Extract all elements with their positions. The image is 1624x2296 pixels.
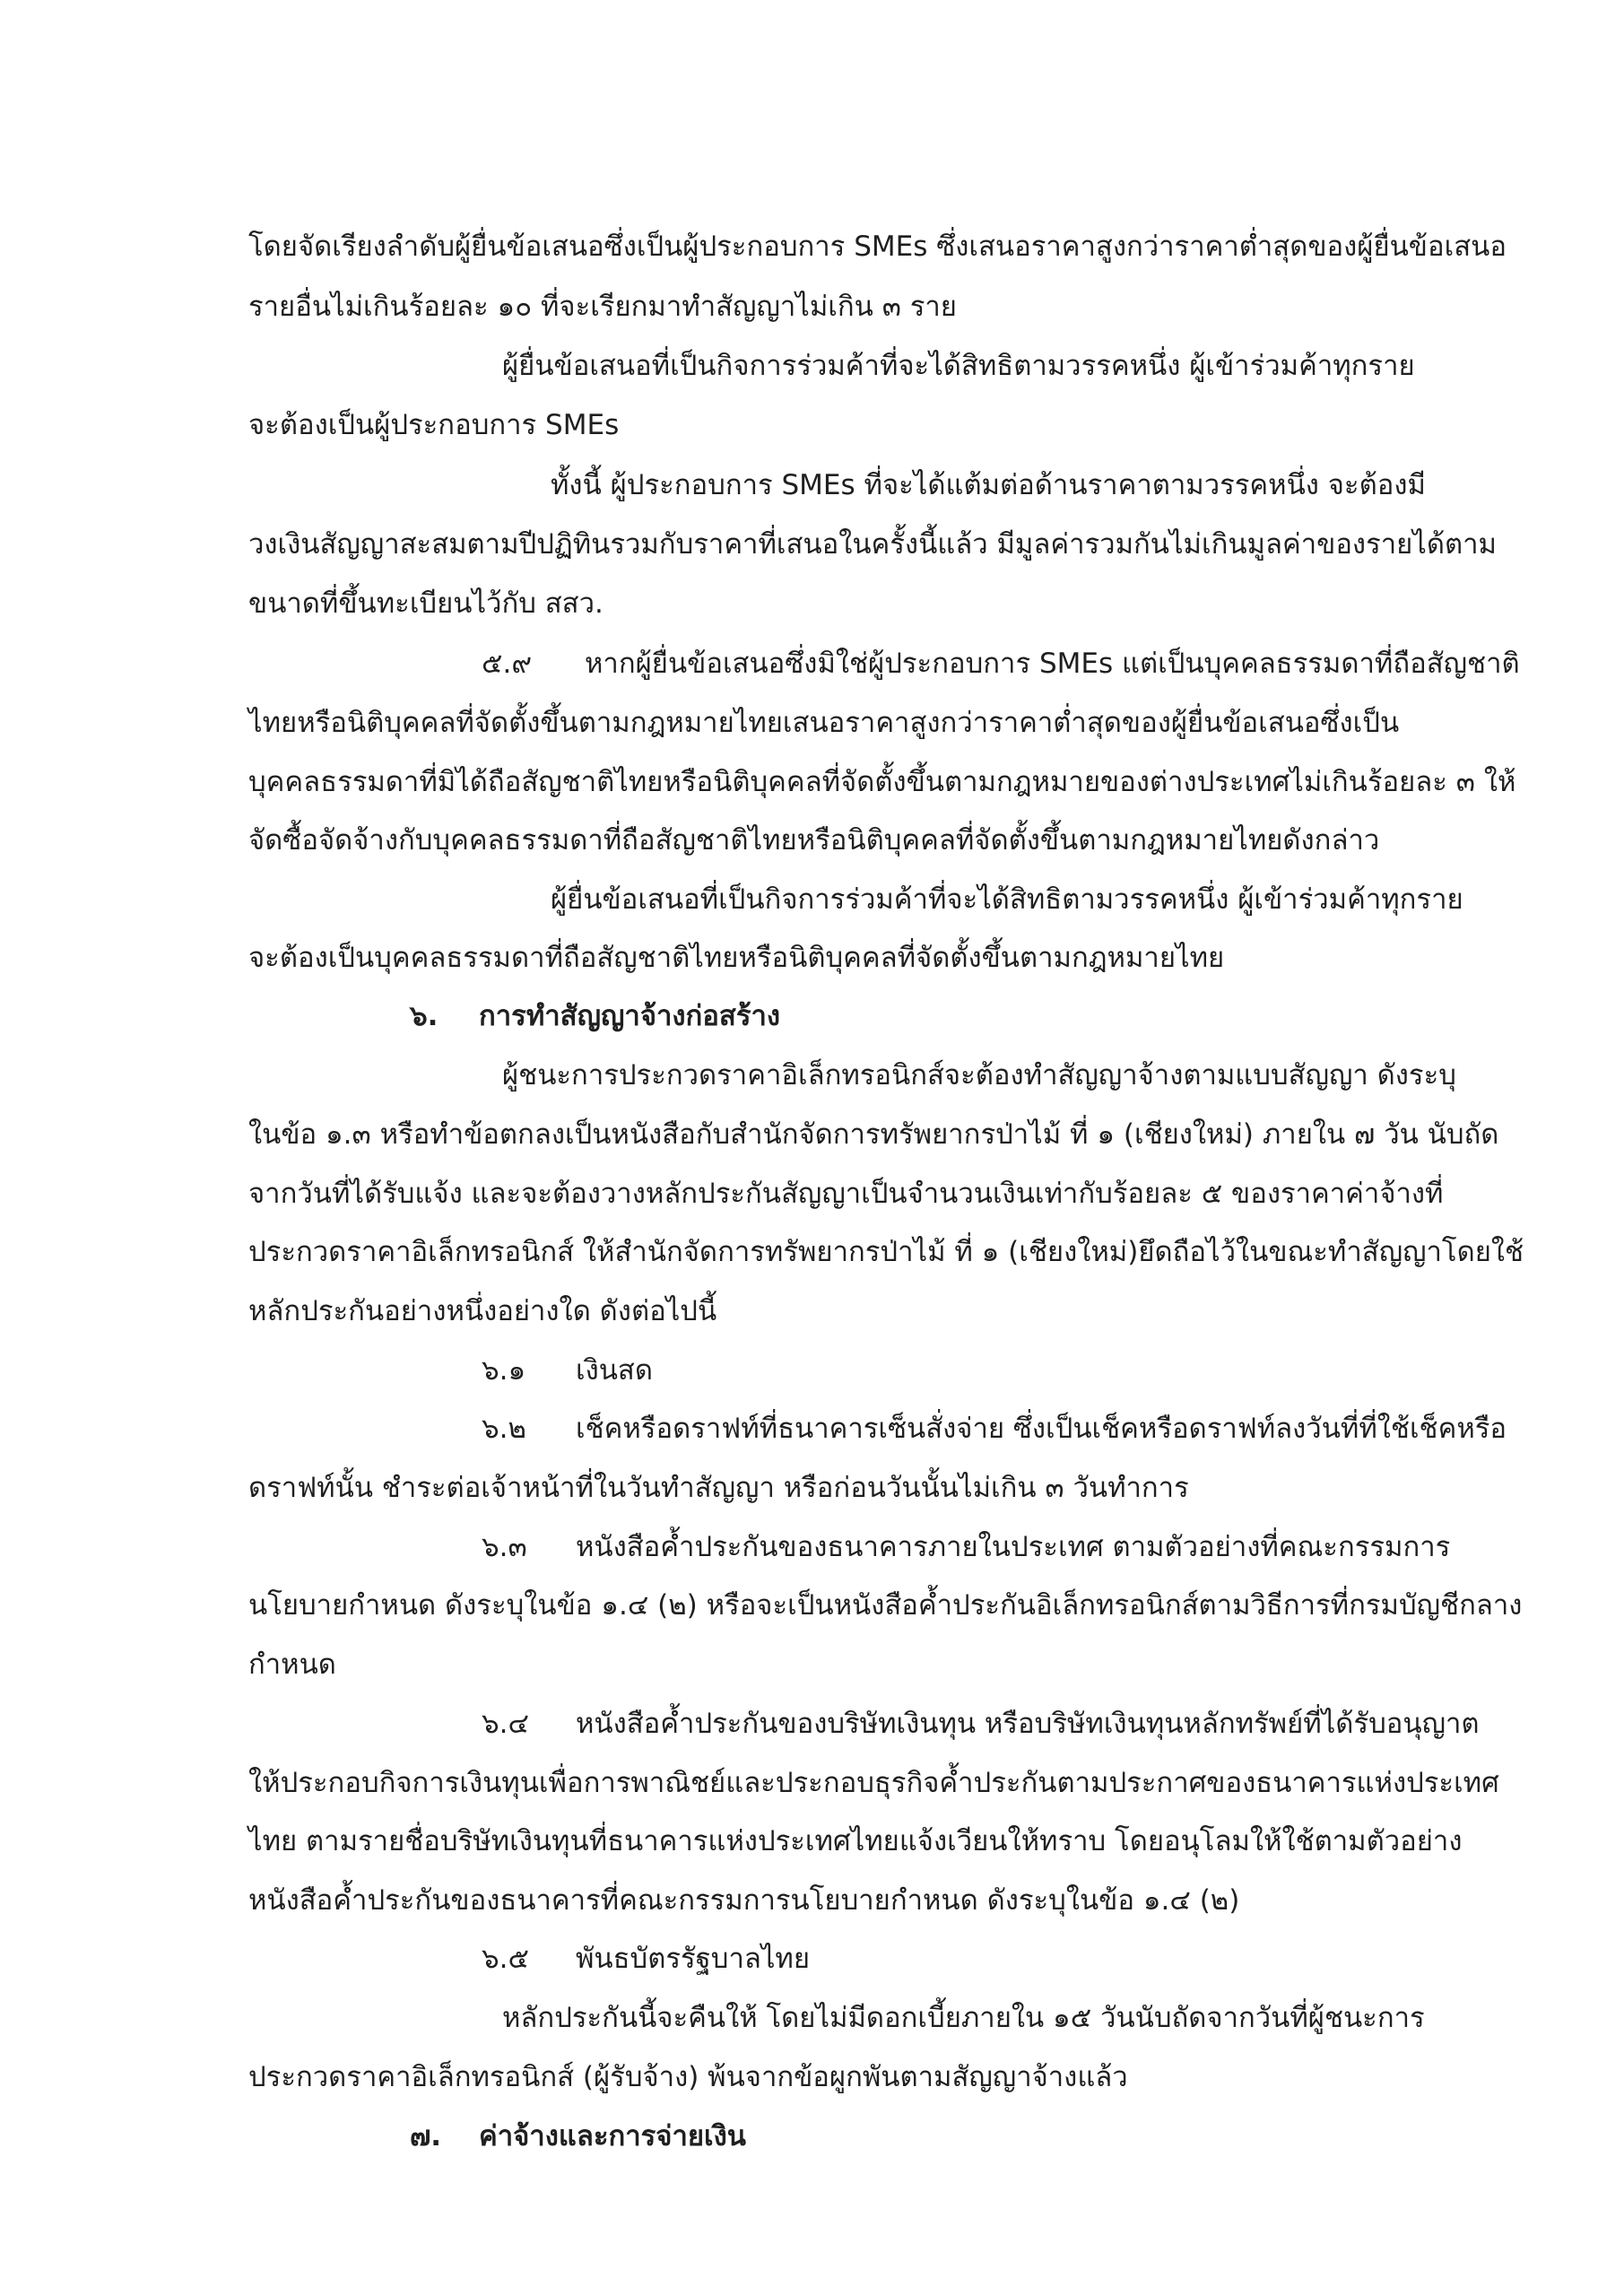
line-text: ผู้ยื่นข้อเสนอที่เป็นกิจการร่วมค้าที่จะได้สิทธิตามวรรคหนึ่ง ผู้เข้าร่วมค้าทุกราย [502,350,1415,382]
line-text: จากวันที่ได้รับแจ้ง และจะต้องวางหลักประกันสัญญาเป็นจำนวนเงินเท่ากับร้อยละ ๕ ของราคาค่าจ้างที่ [248,1178,1444,1210]
line-text: บุคคลธรรมดาที่มิได้ถือสัญชาติไทยหรือนิติบุคคลที่จัดตั้งขึ้นตามกฎหมายของต่างประเทศไม่เกินร้อยละ ๓ ให้ [248,766,1516,798]
clause-number: ๖.๑ [482,1354,526,1387]
line-text: ผู้ชนะการประกวดราคาอิเล็กทรอนิกส์จะต้องทำสัญญาจ้างตามแบบสัญญา ดังระบุ [502,1059,1456,1091]
line-text: กำหนด [248,1648,336,1681]
line-text: ประกวดราคาอิเล็กทรอนิกส์ (ผู้รับจ้าง) พ้นจากข้อผูกพันตามสัญญาจ้างแล้ว [248,2061,1128,2093]
line-text: ผู้ยื่นข้อเสนอที่เป็นกิจการร่วมค้าที่จะได้สิทธิตามวรรคหนึ่ง ผู้เข้าร่วมค้าทุกราย [551,883,1463,916]
line-text: ขนาดที่ขึ้นทะเบียนไว้กับ สสว. [248,587,604,620]
line-text: หนังสือค้ำประกันของธนาคารภายในประเทศ ตามตัวอย่างที่คณะกรรมการ [576,1531,1451,1563]
clause-number: ๕.๙ [482,648,533,680]
clause-number: ๖.๕ [482,1943,529,1975]
line-text: จัดซื้อจัดจ้างกับบุคคลธรรมดาที่ถือสัญชาติไทยหรือนิติบุคคลที่จัดตั้งขึ้นตามกฎหมายไทยดังกล่าว [248,824,1380,857]
line-text: วงเงินสัญญาสะสมตามปีปฏิทินรวมกับราคาที่เสนอในครั้งนี้แล้ว มีมูลค่ารวมกันไม่เกินมูลค่าของรายได้ตาม [248,528,1497,561]
line-text: หนังสือค้ำประกันของบริษัทเงินทุน หรือบริษัทเงินทุนหลักทรัพย์ที่ได้รับอนุญาต [576,1708,1480,1740]
clause-number: ๖.๔ [482,1708,529,1740]
clause-number: ๖.๓ [482,1531,527,1563]
line-text: รายอื่นไม่เกินร้อยละ ๑๐ ที่จะเรียกมาทำสัญญาไม่เกิน ๓ ราย [248,291,957,323]
line-text: นโยบายกำหนด ดังระบุในข้อ ๑.๔ (๒) หรือจะเป็นหนังสือค้ำประกันอิเล็กทรอนิกส์ตามวิธีการที่กรมบัญชีกลาง [248,1589,1523,1622]
section-number: ๗. [410,2120,442,2152]
line-text: ทั้งนี้ ผู้ประกอบการ SMEs ที่จะได้แต้มต่อด้านราคาตามวรรคหนึ่ง จะต้องมี [551,469,1426,501]
line-text: เช็คหรือดราฟท์ที่ธนาคารเซ็นสั่งจ่าย ซึ่งเป็นเช็คหรือดราฟท์ลงวันที่ที่ใช้เช็คหรือ [576,1413,1507,1445]
section-title: ค่าจ้างและการจ่ายเงิน [479,2120,746,2152]
line-text: ดราฟท์นั้น ชำระต่อเจ้าหน้าที่ในวันทำสัญญา หรือก่อนวันนั้นไม่เกิน ๓ วันทำการ [248,1472,1189,1504]
line-text: ประกวดราคาอิเล็กทรอนิกส์ ให้สำนักจัดการทรัพยากรป่าไม้ ที่ ๑ (เชียงใหม่)ยึดถือไว้ในขณะทำสัญญาโดยใช้ [248,1236,1524,1268]
line-text: โดยจัดเรียงลำดับผู้ยื่นข้อเสนอซึ่งเป็นผู้ประกอบการ SMEs ซึ่งเสนอราคาสูงกว่าราคาต่ำสุดของผู้ยื่นข้อเสนอ [248,230,1507,263]
line-text: ให้ประกอบกิจการเงินทุนเพื่อการพาณิชย์และประกอบธุรกิจค้ำประกันตามประกาศของธนาคารแห่งประเทศ [248,1767,1499,1799]
line-text: พันธบัตรรัฐบาลไทย [576,1943,811,1975]
clause-number: ๖.๒ [482,1413,526,1445]
line-text: หากผู้ยื่นข้อเสนอซึ่งมิใช่ผู้ประกอบการ SMEs แต่เป็นบุคคลธรรมดาที่ถือสัญชาติ [585,648,1520,680]
section-number: ๖. [410,1000,439,1032]
line-text: ไทย ตามรายชื่อบริษัทเงินทุนที่ธนาคารแห่งประเทศไทยแจ้งเวียนให้ทราบ โดยอนุโลมให้ใช้ตามตัวอย่าง [248,1825,1463,1857]
line-text: จะต้องเป็นบุคคลธรรมดาที่ถือสัญชาติไทยหรือนิติบุคคลที่จัดตั้งขึ้นตามกฎหมายไทย [248,942,1225,974]
line-text: ไทยหรือนิติบุคคลที่จัดตั้งขึ้นตามกฎหมายไทยเสนอราคาสูงกว่าราคาต่ำสุดของผู้ยื่นข้อเสนอซึ่งเป็น [248,707,1400,739]
line-text: หนังสือค้ำประกันของธนาคารที่คณะกรรมการนโยบายกำหนด ดังระบุในข้อ ๑.๔ (๒) [248,1884,1240,1917]
line-text: เงินสด [576,1354,653,1387]
line-text: ในข้อ ๑.๓ หรือทำข้อตกลงเป็นหนังสือกับสำนักจัดการทรัพยากรป่าไม้ ที่ ๑ (เชียงใหม่) ภายใน ๗ วัน นับถัด [248,1118,1499,1151]
line-text: หลักประกันนี้จะคืนให้ โดยไม่มีดอกเบี้ยภายใน ๑๕ วันนับถัดจากวันที่ผู้ชนะการ [502,2002,1425,2034]
section-title: การทำสัญญาจ้างก่อสร้าง [479,1000,781,1032]
line-text: จะต้องเป็นผู้ประกอบการ SMEs [248,409,620,441]
line-text: หลักประกันอย่างหนึ่งอย่างใด ดังต่อไปนี้ [248,1295,717,1327]
